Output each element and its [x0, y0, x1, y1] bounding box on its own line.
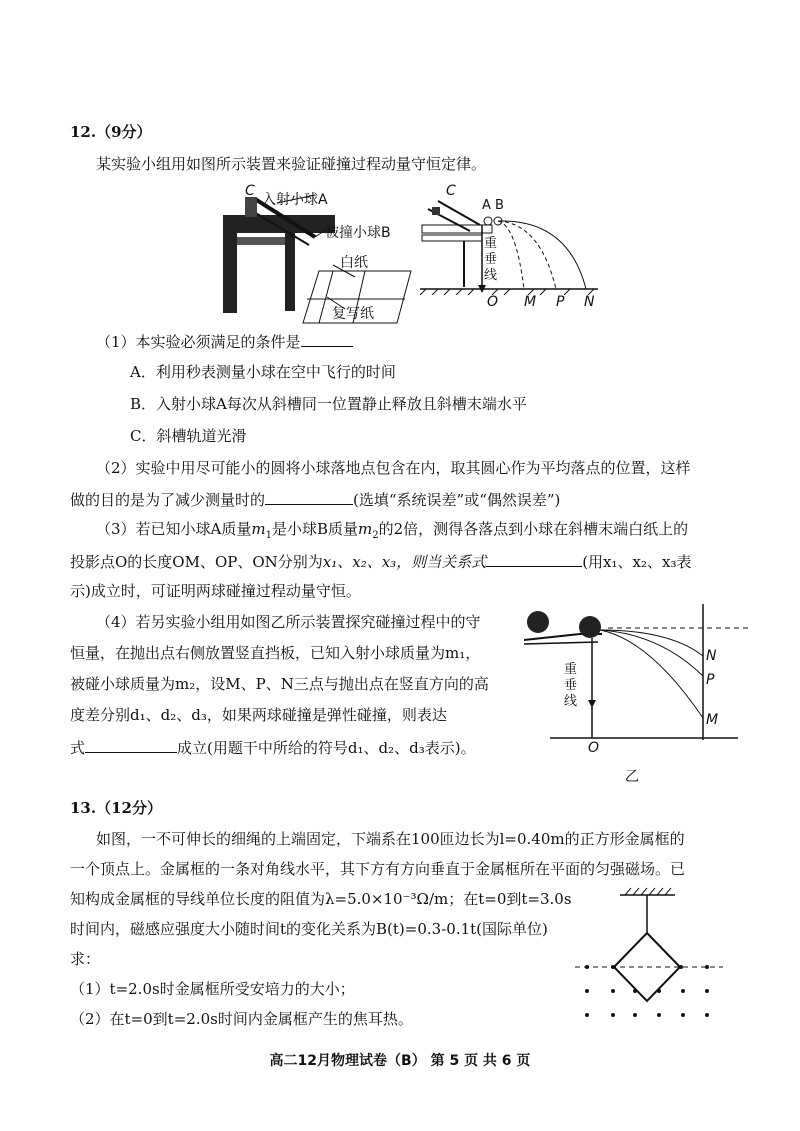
- fig1-label-copy-paper: 复写纸: [332, 306, 374, 322]
- answer-blank-3[interactable]: [486, 550, 582, 567]
- q12-option-b: B．入射小球A每次从斜槽同一位置静止释放且斜槽末端水平: [130, 395, 527, 413]
- q13-sub1: （1）t=2.0s时金属框所受安培力的大小；: [70, 980, 355, 998]
- fig3-label-o: O: [588, 740, 600, 756]
- q13-line4: 时间内，磁感应强度大小随时间t的变化关系为B(t)=0.3-0.1t(国际单位): [70, 920, 548, 938]
- fig1-label-white-paper: 白纸: [340, 255, 368, 271]
- q12-part4-line2: 恒量，在抛出点右侧放置竖直挡板，已知入射小球质量为m₁，: [70, 644, 481, 662]
- fig2-label-p: P: [556, 294, 565, 310]
- q12-part4-line3: 被碰小球质量为m₂，设M、P、N三点与抛出点在竖直方向的高: [70, 675, 489, 693]
- q13-line3: 知构成金属框的导线单位长度的阻值为λ=5.0×10⁻³Ω/m；在t=0到t=3.0s: [70, 890, 572, 908]
- fig1-label-ball-a: 入射小球A: [262, 192, 328, 208]
- q13-line1: 如图，一不可伸长的细绳的上端固定，下端系在100匝边长为l=0.40m的正方形金属框的: [96, 830, 685, 848]
- answer-blank-4[interactable]: [85, 736, 177, 753]
- q12-option-c: C．斜槽轨道光滑: [130, 427, 247, 445]
- q13-header: 13.（12分）: [70, 799, 162, 817]
- fig3-label-m: M: [706, 712, 719, 728]
- q12-part3-line1: （3）若已知小球A质量$m_1$是小球B质量$m_2$的2倍，测得各落点到小球在斜槽末端白纸上的: [96, 520, 689, 541]
- q12-header: 12.（9分）: [70, 123, 152, 141]
- fig1-label-c: C: [245, 183, 255, 199]
- trajectory-figure: [418, 185, 603, 295]
- fig2-plumb-3: 线: [484, 268, 498, 283]
- q12-part2-line1: （2）实验中用尽可能小的圆将小球落地点包含在内，取其圆心作为平均落点的位置，这样: [96, 459, 691, 477]
- fig2-label-ab: A B: [482, 198, 504, 213]
- fig1-label-ball-b: 被撞小球B: [325, 225, 391, 241]
- q13-line5: 求：: [70, 950, 101, 968]
- fig2-plumb-2: 垂: [484, 252, 498, 267]
- answer-blank-2[interactable]: [265, 488, 353, 505]
- fig3-label-p: P: [706, 672, 715, 688]
- q12-part2-line2: 做的目的是为了减少测量时的 (选填“系统误差”或“偶然误差”): [70, 488, 560, 510]
- q13-sub2: （2）在t=0到t=2.0s时间内金属框产生的焦耳热。: [70, 1010, 413, 1028]
- q12-part3-line3: 示)成立时，可证明两球碰撞过程动量守恒。: [70, 582, 361, 600]
- q12-part1: （1）本实验必须满足的条件是: [96, 330, 353, 352]
- q12-intro: 某实验小组用如图所示装置来验证碰撞过程动量守恒定律。: [96, 155, 487, 173]
- q12-part3-line2: 投影点O的长度OM、OP、ON分别为x₁、x₂、x₃，则当关系式 (用x₁、x₂、x₃表: [70, 550, 691, 572]
- q12-option-a: A．利用秒表测量小球在空中飞行的时间: [130, 363, 396, 381]
- answer-blank-1[interactable]: [301, 330, 353, 347]
- q12-part4-line5: 式 成立(用题干中所给的符号d₁、d₂、d₃表示)。: [70, 736, 476, 758]
- q12-part4-line4: 度差分别d₁、d₂、d₃，如果两球碰撞是弹性碰撞，则表达: [70, 706, 447, 724]
- fig3-plumb-2: 垂: [564, 678, 578, 693]
- fig3-plumb-1: 重: [564, 662, 578, 677]
- fig3-plumb-3: 线: [564, 694, 578, 709]
- fig2-label-c: C: [446, 183, 456, 199]
- fig2-label-n: N: [584, 294, 595, 310]
- figure-yi: [520, 600, 760, 750]
- metal-frame-figure: [575, 885, 725, 1025]
- q12-part4-line1: （4）若另实验小组用如图乙所示装置探究碰撞过程中的守: [96, 613, 481, 631]
- page-footer: 高二12月物理试卷（B） 第 5 页 共 6 页: [269, 1053, 531, 1069]
- fig2-label-o: O: [487, 294, 499, 310]
- q13-line2: 一个顶点上。金属框的一条对角线水平，其下方有方向垂直于金属框所在平面的匀强磁场。已: [70, 860, 686, 878]
- fig2-label-m: M: [524, 294, 537, 310]
- fig2-plumb-1: 重: [484, 236, 498, 251]
- fig3-caption: 乙: [625, 769, 639, 785]
- fig3-label-n: N: [706, 648, 717, 664]
